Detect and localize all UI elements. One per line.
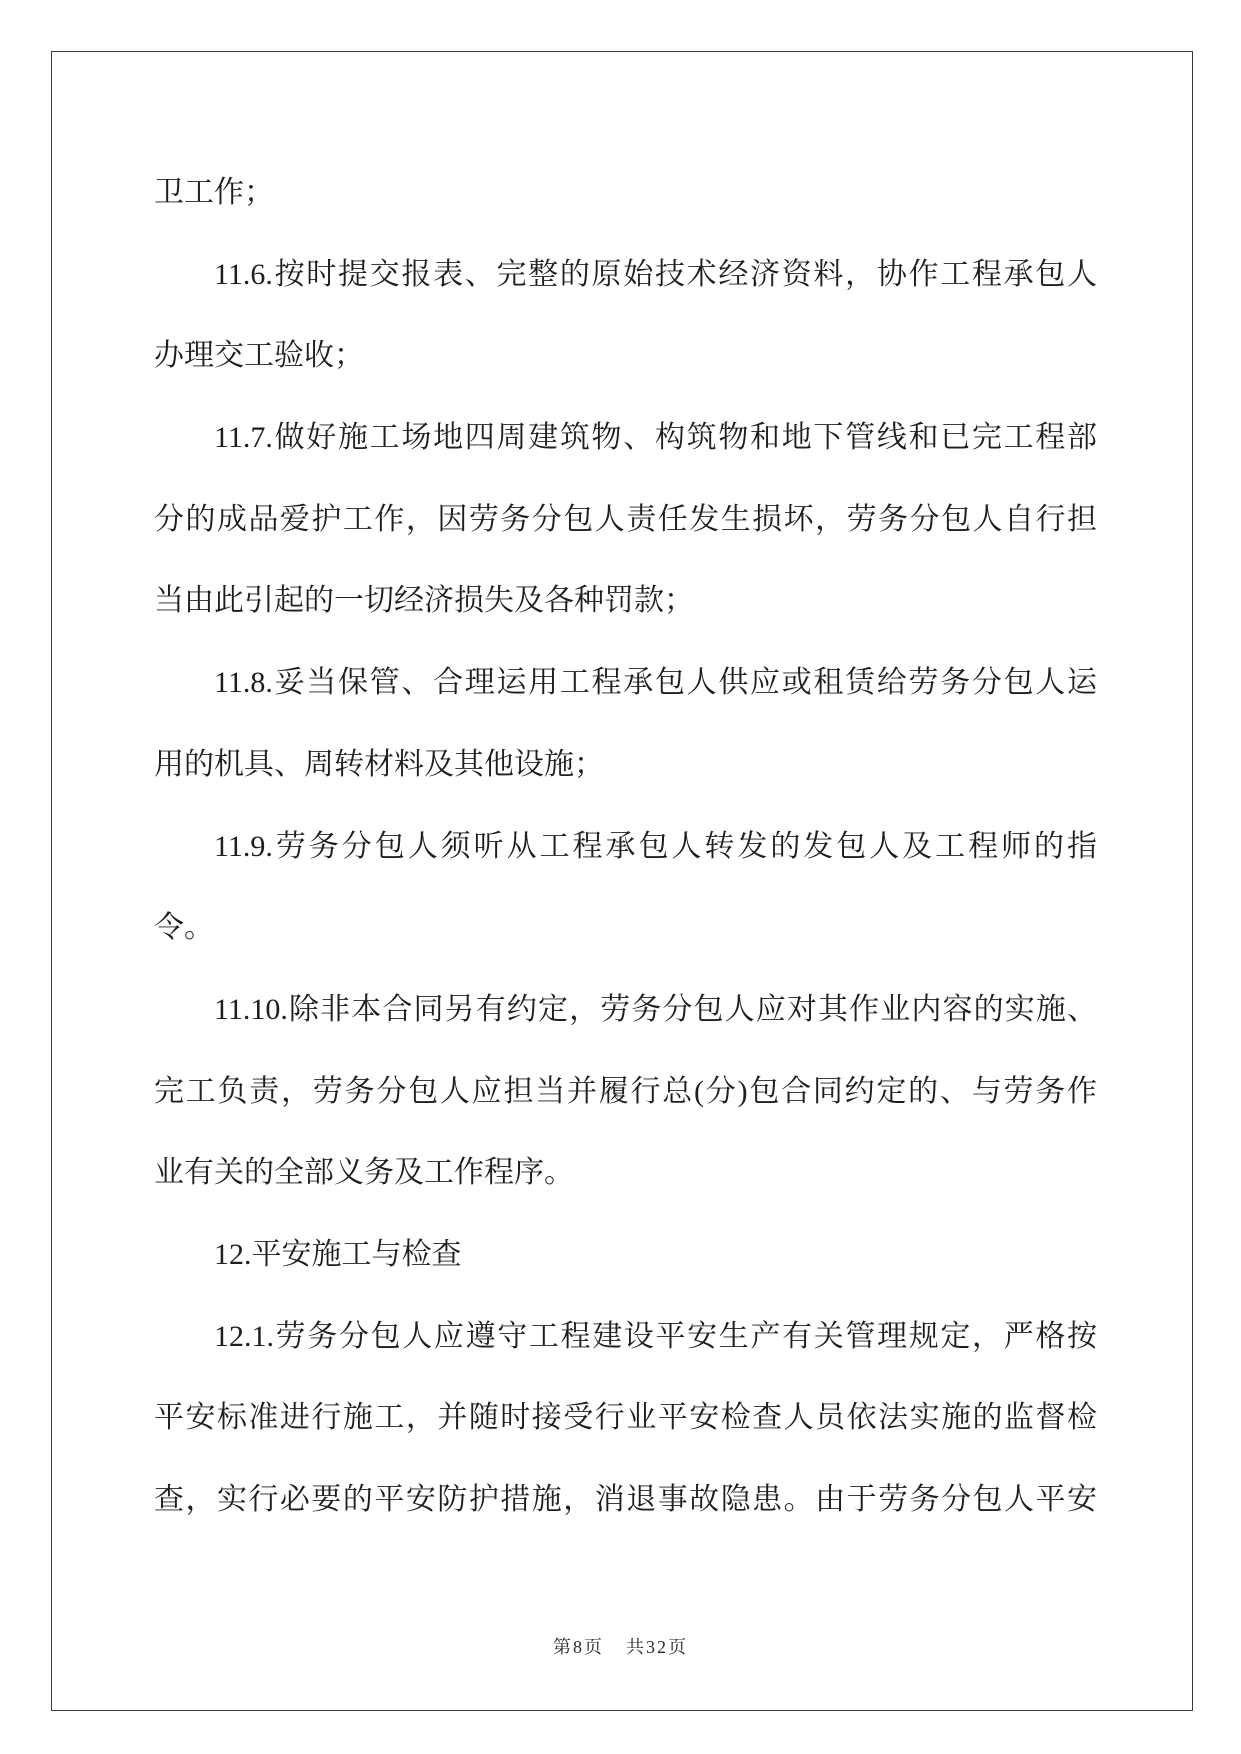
clause-11-6-line: 11.6.按时提交报表、完整的原始技术经济资料，协作工程承包人 [214, 257, 1097, 291]
text-line: 平安标准进行施工，并随时接受行业平安检查人员依法实施的监督检 [154, 1401, 1097, 1435]
text-line: 令。 [154, 911, 214, 945]
clause-11-7-line: 11.7.做好施工场地四周建筑物、构筑物和地下管线和已完工程部 [214, 421, 1097, 455]
clause-11-8-line: 11.8.妥当保管、合理运用工程承包人供应或租赁给劳务分包人运 [214, 666, 1097, 700]
page-footer [0, 1634, 1241, 1660]
text-line: 业有关的全部义务及工作程序。 [154, 1156, 574, 1190]
text-line: 分的成品爱护工作，因劳务分包人责任发生损坏，劳务分包人自行担 [154, 502, 1097, 536]
text-line: 查，实行必要的平安防护措施，消退事故隐患。由于劳务分包人平安 [154, 1483, 1097, 1516]
clause-11-10-line: 11.10.除非本合同另有约定，劳务分包人应对其作业内容的实施、 [214, 992, 1097, 1026]
page-number: 第8页 [553, 1637, 604, 1657]
text-line: 完工负责，劳务分包人应担当并履行总(分)包合同约定的、与劳务作 [154, 1074, 1097, 1108]
page-total: 共32页 [626, 1637, 688, 1657]
text-line: 卫工作； [154, 176, 274, 209]
body-text [154, 152, 1097, 1541]
text-line: 当由此引起的一切经济损失及各种罚款； [154, 584, 694, 618]
text-line: 办理交工验收； [154, 339, 364, 373]
clause-11-9-line: 11.9.劳务分包人须听从工程承包人转发的发包人及工程师的指 [214, 829, 1097, 863]
section-12-heading: 12.平安施工与检查 [214, 1237, 462, 1271]
text-line: 用的机具、周转材料及其他设施； [154, 747, 604, 781]
clause-12-1-line: 12.1.劳务分包人应遵守工程建设平安生产有关管理规定，严格按 [214, 1319, 1097, 1353]
